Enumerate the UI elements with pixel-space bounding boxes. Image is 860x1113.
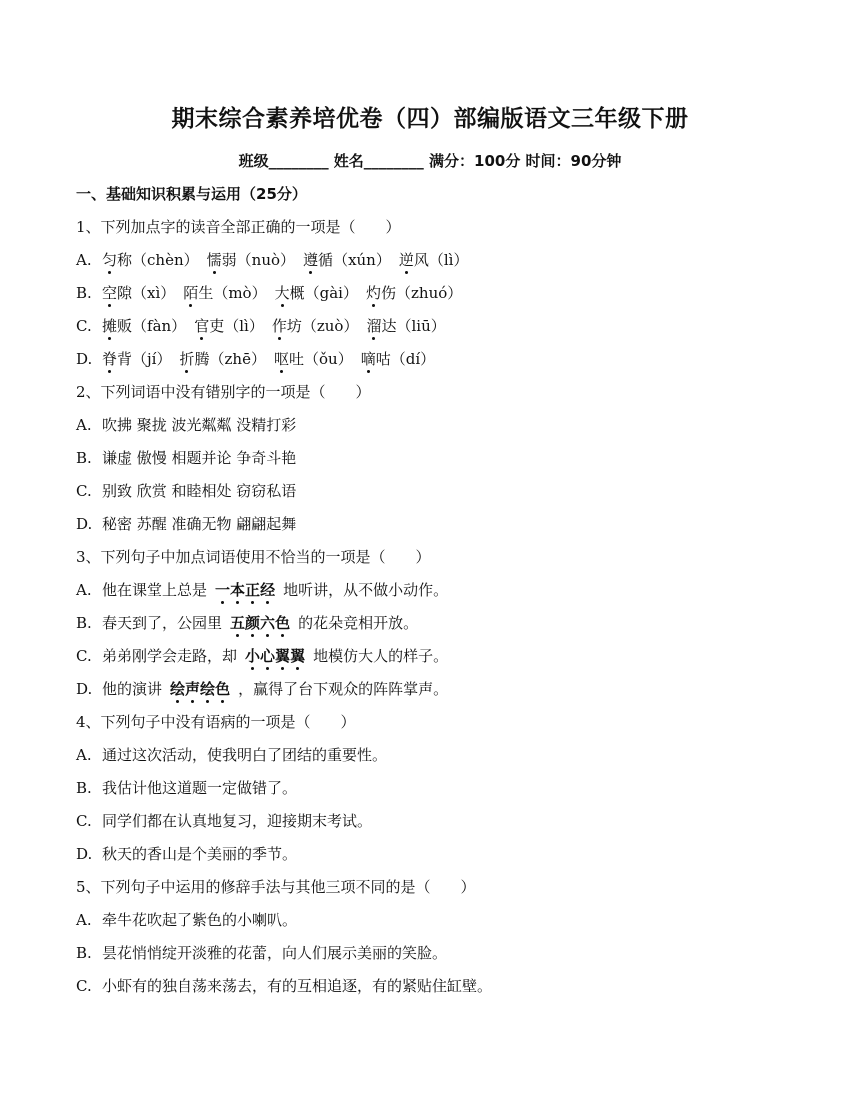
pinyin-item (361, 350, 435, 368)
dotted-character: 脊 (102, 350, 118, 368)
option-text: 同学们都在认真地复习，迎接期末考试。 (102, 812, 373, 830)
dotted-character: 经 (260, 581, 276, 599)
pinyin: （liū） (396, 317, 446, 335)
pinyin-item (102, 251, 199, 269)
dotted-character: 正 (245, 581, 261, 599)
character: 腾 (194, 350, 210, 368)
dotted-character: 呕 (273, 350, 289, 368)
character: 循 (318, 251, 334, 269)
sentence-before: 他在课堂上总是 (102, 581, 208, 599)
dotted-character: 绘 (200, 680, 216, 698)
character: 概 (289, 284, 305, 302)
dotted-character: 心 (260, 647, 276, 665)
pinyin-item (274, 350, 353, 368)
dotted-character: 绘 (170, 680, 186, 698)
option-letter: D. (76, 845, 93, 863)
pinyin: （xún） (333, 251, 391, 269)
character: 吐 (288, 350, 304, 368)
dotted-character: 小 (245, 647, 261, 665)
question-2-option-c (76, 478, 816, 504)
dotted-character: 本 (230, 581, 246, 599)
question-1-option-b (76, 280, 816, 306)
character: 吏 (209, 317, 225, 335)
dotted-character: 折 (179, 350, 195, 368)
dotted-character: 六 (260, 614, 276, 632)
sentence-before: 春天到了，公园里 (102, 614, 223, 632)
dotted-character: 颜 (245, 614, 261, 632)
pinyin-item (102, 317, 186, 335)
character: 隙 (117, 284, 133, 302)
dotted-character: 陌 (183, 284, 199, 302)
pinyin-item (399, 251, 469, 269)
dotted-word (170, 680, 230, 698)
character: 弱 (221, 251, 237, 269)
sentence-after: ，赢得了台下观众的阵阵掌声。 (238, 680, 449, 698)
character: 生 (198, 284, 214, 302)
pinyin: （fàn） (132, 317, 187, 335)
option-letter: B. (76, 779, 92, 797)
dotted-character: 灼 (365, 284, 381, 302)
dotted-character: 作 (271, 317, 287, 335)
question-4-option-a (76, 742, 816, 768)
dotted-character: 懦 (206, 251, 222, 269)
question-4-option-d (76, 841, 816, 867)
pinyin: （zhē） (209, 350, 266, 368)
option-text: 昙花悄悄绽开淡雅的花蕾，向人们展示美丽的笑脸。 (102, 944, 448, 962)
pinyin-item (366, 284, 462, 302)
dotted-character: 摊 (102, 317, 118, 335)
option-letter: A. (76, 581, 92, 599)
dotted-character: 声 (185, 680, 201, 698)
dotted-character: 逆 (398, 251, 414, 269)
character: 背 (117, 350, 133, 368)
dotted-character: 遵 (303, 251, 319, 269)
question-3-option-c (76, 643, 816, 669)
dotted-character: 空 (102, 284, 118, 302)
question-4-option-b (76, 775, 816, 801)
pinyin-item (183, 284, 266, 302)
option-text: 别致 欣赏 和睦相处 窃窃私语 (102, 482, 297, 500)
character: 贩 (117, 317, 133, 335)
dotted-word (245, 647, 305, 665)
option-letter: A. (76, 251, 92, 269)
question-4-stem: 4、下列句子中没有语病的一项是（ ） (76, 713, 356, 731)
pinyin: （zhuó） (396, 284, 463, 302)
pinyin: （ǒu） (304, 350, 353, 368)
option-letter: B. (76, 449, 92, 467)
option-letter: C. (76, 647, 92, 665)
pinyin-item (179, 350, 265, 368)
character: 达 (381, 317, 397, 335)
pinyin: （chèn） (132, 251, 199, 269)
pinyin-item (102, 284, 175, 302)
question-3-option-a (76, 577, 816, 603)
dotted-character: 五 (230, 614, 246, 632)
question-1-option-a (76, 247, 816, 273)
pinyin: （zuò） (301, 317, 359, 335)
dotted-word (215, 581, 275, 599)
sentence-after: 地听讲，从不做小动作。 (283, 581, 449, 599)
question-1-option-d (76, 346, 816, 372)
pinyin: （lì） (224, 317, 264, 335)
sentence-before: 他的演讲 (102, 680, 163, 698)
dotted-character: 色 (215, 680, 231, 698)
exam-info: 班级________ 姓名________ 满分：100分 时间：90分钟 (238, 152, 622, 170)
dotted-character: 官 (194, 317, 210, 335)
option-letter: C. (76, 482, 92, 500)
dotted-character: 翼 (290, 647, 306, 665)
option-letter: A. (76, 746, 92, 764)
option-text: 通过这次活动，使我明白了团结的重要性。 (102, 746, 388, 764)
dotted-character: 匀 (102, 251, 118, 269)
dotted-character: 翼 (275, 647, 291, 665)
question-4-option-c (76, 808, 816, 834)
dotted-character: 嘀 (360, 350, 376, 368)
character: 咕 (375, 350, 391, 368)
pinyin: （mò） (213, 284, 267, 302)
option-text: 秋天的香山是个美丽的季节。 (102, 845, 298, 863)
question-3-option-d (76, 676, 816, 702)
character: 称 (117, 251, 133, 269)
sentence-before: 弟弟刚学会走路，却 (102, 647, 238, 665)
pinyin: （dí） (390, 350, 436, 368)
character: 伤 (380, 284, 396, 302)
option-letter: B. (76, 284, 92, 302)
pinyin: （gài） (304, 284, 358, 302)
option-text: 牵牛花吹起了紫色的小喇叭。 (102, 911, 298, 929)
question-2-option-d (76, 511, 816, 537)
sentence-after: 地模仿大人的样子。 (313, 647, 449, 665)
character: 风 (413, 251, 429, 269)
option-letter: B. (76, 614, 92, 632)
pinyin-item (272, 317, 359, 335)
option-letter: D. (76, 350, 93, 368)
option-text: 吹拂 聚拢 波光粼粼 没精打彩 (102, 416, 297, 434)
option-letter: D. (76, 515, 93, 533)
question-5-option-b (76, 940, 816, 966)
option-letter: C. (76, 977, 92, 995)
question-5-option-a (76, 907, 816, 933)
dotted-character: 溜 (366, 317, 382, 335)
option-letter: C. (76, 317, 92, 335)
section-heading: 一、基础知识积累与运用（25分） (76, 185, 307, 203)
sentence-after: 的花朵竞相开放。 (298, 614, 419, 632)
option-letter: D. (76, 680, 93, 698)
question-3-stem: 3、下列句子中加点词语使用不恰当的一项是（ ） (76, 548, 431, 566)
option-text: 我估计他这道题一定做错了。 (102, 779, 298, 797)
pinyin: （jí） (132, 350, 172, 368)
option-letter: A. (76, 416, 92, 434)
dotted-character: 大 (274, 284, 290, 302)
pinyin-item (194, 317, 264, 335)
pinyin-item (102, 350, 171, 368)
dotted-character: 一 (215, 581, 231, 599)
option-text: 小虾有的独自荡来荡去，有的互相追逐，有的紧贴住缸壁。 (102, 977, 493, 995)
option-letter: B. (76, 944, 92, 962)
question-1-stem: 1、下列加点字的读音全部正确的一项是（ ） (76, 218, 401, 236)
pinyin-item (207, 251, 295, 269)
question-5-stem: 5、下列句子中运用的修辞手法与其他三项不同的是（ ） (76, 878, 476, 896)
pinyin: （nuò） (236, 251, 296, 269)
question-2-option-b (76, 445, 816, 471)
question-2-stem: 2、下列词语中没有错别字的一项是（ ） (76, 383, 371, 401)
question-5-option-c (76, 973, 816, 999)
option-letter: C. (76, 812, 92, 830)
page-title: 期末综合素养培优卷（四）部编版语文三年级下册 (171, 106, 689, 132)
pinyin: （xì） (132, 284, 176, 302)
question-1-option-c (76, 313, 816, 339)
character: 坊 (286, 317, 302, 335)
dotted-character: 色 (275, 614, 291, 632)
option-letter: A. (76, 911, 92, 929)
pinyin-item (275, 284, 358, 302)
dotted-word (230, 614, 290, 632)
pinyin-item (303, 251, 391, 269)
pinyin-item (366, 317, 445, 335)
question-3-option-b (76, 610, 816, 636)
pinyin: （lì） (428, 251, 469, 269)
question-2-option-a (76, 412, 816, 438)
option-text: 谦虚 傲慢 相题并论 争奇斗艳 (102, 449, 297, 467)
option-text: 秘密 苏醒 准确无物 翩翩起舞 (102, 515, 297, 533)
